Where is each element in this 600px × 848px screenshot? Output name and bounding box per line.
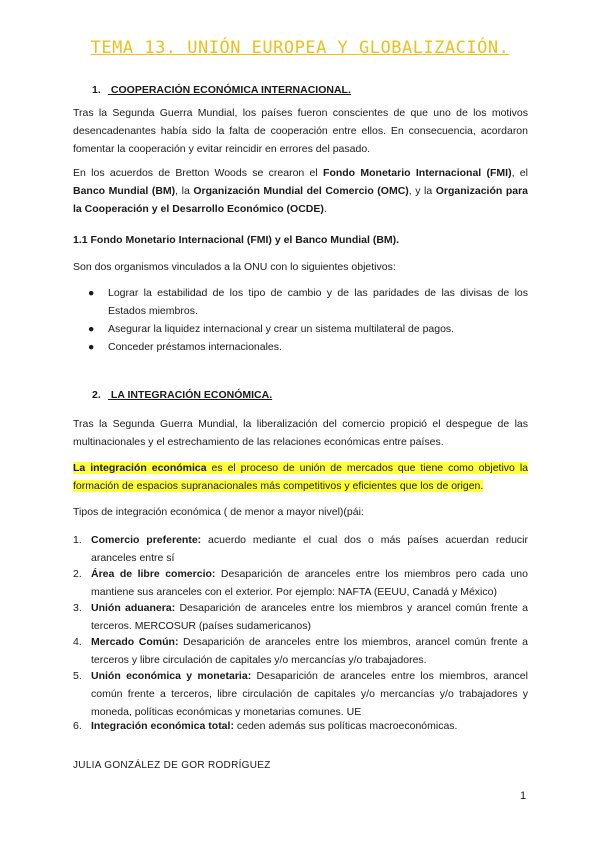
types-intro: Tipos de integración económica ( de menor a mayor nivel)(pái: [73,506,364,518]
section-1-intro: Son dos organismos vinculados a la ONU con lo siguientes objetivos: [73,261,396,273]
list-item: 2. Área de libre comercio: Desaparición de aranceles entre los miembros pero cada uno mantiene sus aranceles con el exterior. Por ejemplo: NAFTA (EEUU, Canadá y México) [73,568,528,598]
list-item: ● Conceder préstamos internacionales. [88,338,528,356]
definition-highlight: La integración económica es el proceso de unión de mercados que tiene como objetivo la formación de espacios supranacionales más competitivos y eficientes que los de origen. [73,462,528,492]
section-2-paragraph-1: Tras la Segunda Guerra Mundial, la liberalización del comercio propició el despegue de las multinacionales y el estrechamiento de las relaciones económicas entre países. [73,418,528,448]
list-item: ● Asegurar la liquidez internacional y crear un sistema multilateral de pagos. [88,320,528,338]
section-2-number: 2. [92,389,101,401]
page-title: TEMA 13. UNIÓN EUROPEA Y GLOBALIZACIÓN. [90,38,510,58]
section-1-heading-text: COOPERACIÓN ECONÓMICA INTERNACIONAL. [110,84,351,96]
list-item: 3. Unión aduanera: Desaparición de aranceles entre los miembros y arancel común frente a terceros. MERCOSUR (países sudamericanos) [73,602,529,632]
section-1-paragraph-1: Tras la Segunda Guerra Mundial, los países fueron conscientes de que uno de los motivos desencadenantes había sido la falta de cooperación entre ellos. En consecuencia, acordaron fomentar la cooperación y evitar reincidir en errores del pasado. [73,107,528,155]
list-item: 4. Mercado Común: Desaparición de aranceles entre los miembros, arancel común frente a terceros y libre circulación de capitales y/o mercancías y/o trabajadores. [73,636,528,666]
bullet-icon: ● [88,323,95,335]
term-omc: Organización Mundial del Comercio (OMC) [193,185,409,197]
bullet-icon: ● [88,341,95,353]
list-item: 1. Comercio preferente: acuerdo mediante el cual dos o más países acuerdan reducir aranceles entre sí [73,534,528,564]
list-item: 5. Unión económica y monetaria: Desaparición de aranceles entre los miembros, arancel común frente a terceros, libre circulación de capitales y/o mercancías y/o trabajadores y moneda, políticas económicas y monetarias comunes. UE [73,670,528,718]
section-1-heading [92,84,351,96]
page-number: 1 [520,790,527,802]
definition-term: La integración económica [73,462,207,474]
section-2-heading-text: LA INTEGRACIÓN ECONÓMICA. [110,389,273,401]
list-item: ● Lograr la estabilidad de los tipo de cambio y de las paridades de las divisas de los Estados miembros. [88,284,528,320]
list-item: 6. Integración económica total: ceden además sus políticas macroeconómicas. [73,720,458,732]
section-1-number: 1. [92,84,101,96]
subsection-1-1-heading: 1.1 Fondo Monetario Internacional (FMI) y el Banco Mundial (BM). [73,234,400,246]
author-footer: JULIA GONZÁLEZ DE GOR RODRÍGUEZ [73,760,271,771]
term-fmi: Fondo Monetario Internacional (FMI) [323,167,512,179]
term-bm: Banco Mundial (BM) [73,185,176,197]
bullet-icon: ● [88,287,95,299]
section-2-heading [92,389,272,401]
section-1-paragraph-2: En los acuerdos de Bretton Woods se crearon el Fondo Monetario Internacional (FMI), el Banco Mundial (BM), la Organización Mundial del Comercio (OMC), y la Organización para la Cooperación y el Desarrollo Económico (OCDE). [73,167,528,215]
term-ocde: Organización para la Cooperación y el Desarrollo Económico (OCDE) [73,185,528,215]
